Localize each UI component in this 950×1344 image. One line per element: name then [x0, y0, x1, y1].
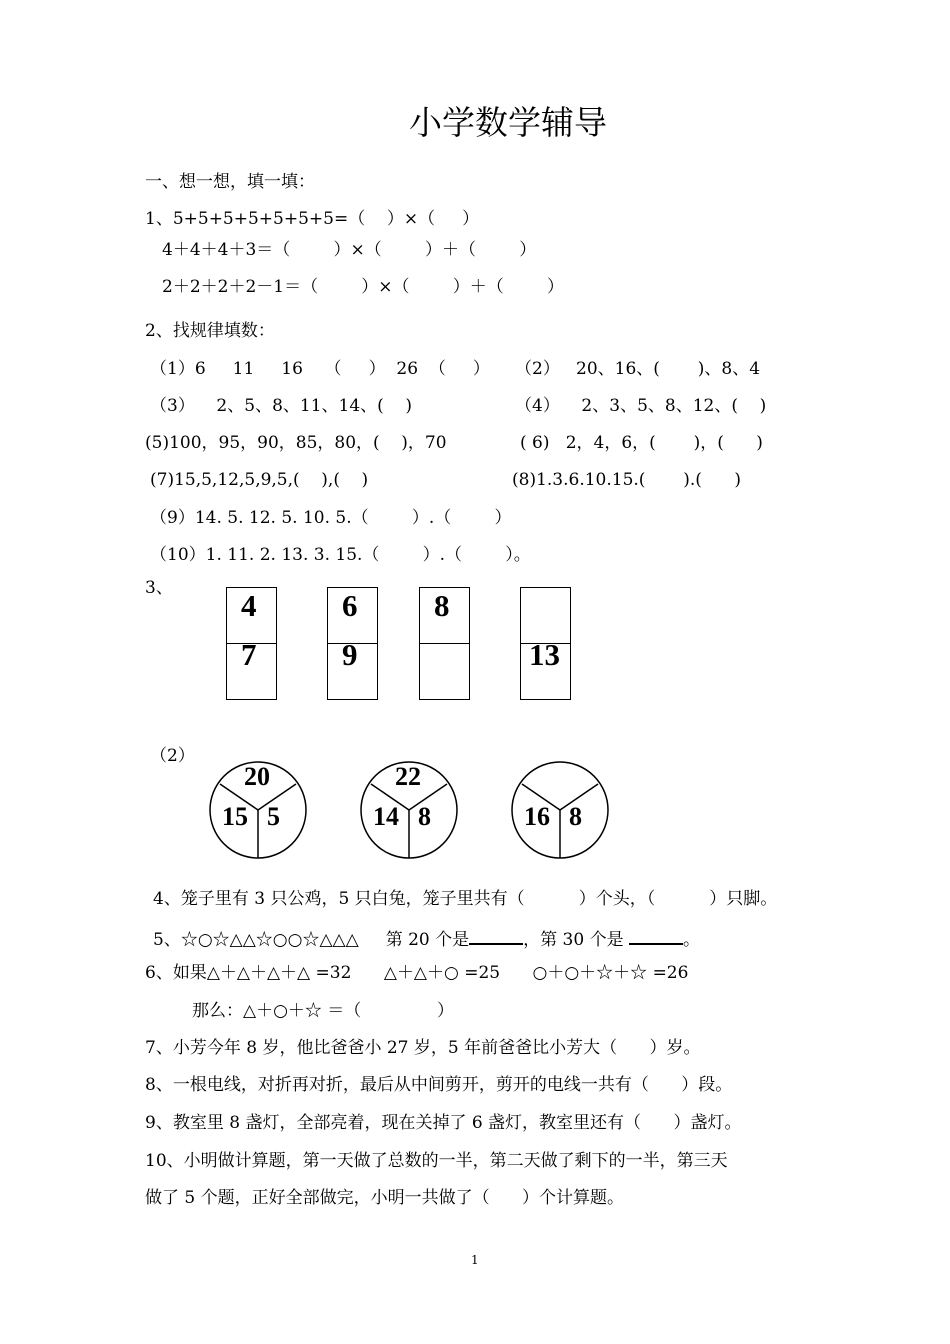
q5: [153, 929, 700, 949]
q1-line3: 2＋2＋2＋2－1＝（ ）×（ ）＋（ ）: [162, 277, 565, 297]
answer-blank: [629, 929, 683, 945]
q6-line1: 6、如果△＋△＋△＋△ =32 △＋△＋○ =25 ○＋○＋☆＋☆ =26: [145, 963, 689, 983]
section-heading: 一、想一想，填一填：: [145, 172, 315, 192]
q2-item: （2） 20、16、( )、8、4: [515, 359, 761, 379]
circle-top-number: 20: [244, 762, 270, 791]
q5-prefix: 5、☆○☆△△☆○○☆△△△ 第 20 个是: [153, 930, 470, 950]
q2-item: ( 6) 2，4，6，( )，( ): [520, 433, 763, 453]
q6-line2: 那么：△＋○＋☆ ＝（ ）: [192, 1001, 454, 1021]
box-top-number: 6: [342, 588, 358, 623]
circle-left-number: 14: [373, 802, 399, 831]
q1-line2: 4＋4＋4＋3＝（ ）×（ ）＋（ ）: [162, 240, 537, 260]
box-bottom-number: 9: [342, 637, 358, 672]
q2-heading: 2、找规律填数：: [145, 321, 275, 341]
page-title: 小学数学辅导: [409, 103, 607, 142]
q8: 8、一根电线，对折再对折，最后从中间剪开，剪开的电线一共有（ ）段。: [145, 1075, 733, 1095]
q3-label: 3、: [145, 578, 173, 598]
circle-right-number: 8: [418, 802, 431, 831]
q2-item: （9）14. 5. 12. 5. 10. 5.（ ）.（ ）: [150, 508, 512, 528]
page-number: 1: [471, 1253, 479, 1267]
box-top-number: 4: [241, 588, 257, 623]
circle-left-number: 16: [524, 802, 550, 831]
circle-left-number: 15: [222, 802, 248, 831]
answer-blank: [469, 929, 523, 945]
circle-right-number: 8: [569, 802, 582, 831]
box-top-number: 8: [434, 588, 450, 623]
circle-top-number: 22: [395, 762, 421, 791]
q5-suffix: 。: [683, 930, 701, 950]
q7: 7、小芳今年 8 岁，他比爸爸小 27 岁，5 年前爸爸比小芳大（ ）岁。: [145, 1038, 701, 1058]
q2-item: （1）6 11 16 （ ） 26 （ ）: [150, 359, 490, 379]
q4: 4、笼子里有 3 只公鸡，5 只白兔，笼子里共有（ ）个头，（ ）只脚。: [153, 889, 778, 909]
box-bottom-number: 13: [529, 637, 560, 672]
circle-right-number: 5: [267, 802, 280, 831]
q2-item: (8)1.3.6.10.15.( ).( ): [512, 470, 741, 490]
q10-line2: 做了 5 个题，正好全部做完，小明一共做了（ ）个计算题。: [145, 1188, 625, 1208]
q2-item: （3） 2、5、8、11、14、( ): [150, 396, 413, 416]
q5-middle: ，第 30 个是: [523, 930, 624, 950]
q9: 9、教室里 8 盏灯，全部亮着，现在关掉了 6 盏灯，教室里还有（ ）盏灯。: [145, 1113, 742, 1133]
q2-item: (7)15,5,12,5,9,5,( ),( ): [150, 470, 369, 490]
q2-item: （10）1. 11. 2. 13. 3. 15.（ ）.（ ）。: [150, 545, 531, 565]
box-bottom-number: 7: [241, 637, 257, 672]
q2-item: （4） 2、3、5、8、12、( ): [515, 396, 767, 416]
q3-sub-label: （2）: [150, 746, 195, 766]
q2-item: (5)100，95，90，85，80，( )，70: [145, 433, 447, 453]
q1-line1: 1、5+5+5+5+5+5+5=（ ）×（ ）: [145, 209, 480, 229]
q10-line1: 10、小明做计算题，第一天做了总数的一半，第二天做了剩下的一半，第三天: [145, 1151, 728, 1171]
